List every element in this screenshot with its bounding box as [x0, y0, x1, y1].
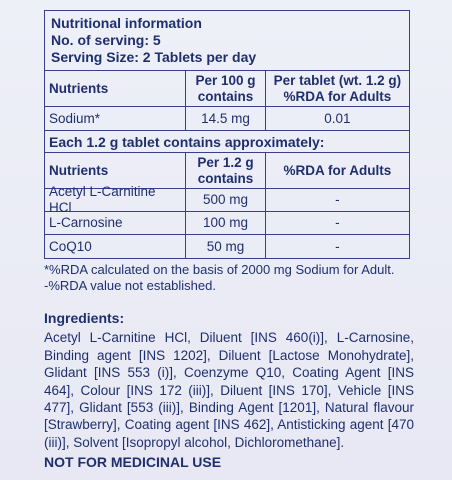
- table1-col-rda: Per tablet (wt. 1.2 g) %RDA for Adults: [273, 72, 402, 104]
- table-header-block: [45, 11, 409, 71]
- table-row: [45, 212, 409, 235]
- rda-note-sodium: *%RDA calculated on the basis of 2000 mg Sodium for Adult.: [44, 262, 395, 277]
- nutrient-rda: -: [335, 215, 340, 230]
- table1-col-per100: Per 100 g contains: [186, 71, 266, 106]
- table1-col-nutrients: Nutrients: [45, 71, 186, 106]
- nutrition-title: Nutritional information: [51, 15, 202, 31]
- ingredients-title: Ingredients:: [44, 310, 125, 326]
- nutrition-table: [44, 10, 410, 259]
- nutrient-per100: 14.5 mg: [186, 107, 266, 130]
- nutrient-rda: -: [335, 192, 340, 207]
- rda-note-not-established: -%RDA value not established.: [44, 278, 216, 293]
- nutrient-name: CoQ10: [45, 235, 186, 258]
- nutrient-amount: 100 mg: [186, 212, 266, 234]
- nutrient-rda: -: [335, 238, 340, 254]
- nutrient-name: L-Carnosine: [45, 212, 186, 234]
- nutrient-amount: 500 mg: [186, 189, 266, 211]
- nutrient-name: Sodium*: [45, 107, 186, 130]
- servings-count: No. of serving: 5: [51, 32, 161, 48]
- ingredients-section: [44, 310, 414, 451]
- table2-col-nutrients: Nutrients: [45, 153, 186, 188]
- nutrient-name: Acetyl L-Carnitine HCl: [45, 189, 186, 211]
- table-row: [45, 107, 409, 131]
- rda-notes: [44, 262, 414, 294]
- not-for-medicinal-use-warning: NOT FOR MEDICINAL USE: [44, 454, 222, 470]
- table2-col-per-tablet: Per 1.2 g contains: [186, 153, 266, 188]
- table2-title-row: [45, 131, 409, 153]
- table-row: [45, 184, 409, 215]
- nutrient-amount: 50 mg: [186, 235, 266, 258]
- table-row: [45, 235, 409, 258]
- serving-size: Serving Size: 2 Tablets per day: [51, 49, 257, 65]
- nutrient-rda: 0.01: [324, 110, 351, 126]
- table2-col-rda: %RDA for Adults: [283, 162, 392, 178]
- table1-header-row: [45, 71, 409, 107]
- table2-title: Each 1.2 g tablet contains approximately:: [49, 133, 325, 150]
- ingredients-text: Acetyl L-Carnitine HCl, Diluent [INS 460(i)], L-Carnosine, Binding agent [INS 1202], Diluent [Lactose Monohydrate], Glidant [INS 553 (i)], Coenzyme Q10, Coating Agent [INS 464], Colour [INS 172 (iii)], Diluent [INS 170], Vehicle [INS 477], Glidant [553 (iii)], Binding Agent [1201], Natural flavour [Strawberry], Coating agent [INS 462], Antisticking agent [470 (iii)], Solvent [Isopropyl alcohol, Dichloromethane].: [44, 330, 414, 450]
